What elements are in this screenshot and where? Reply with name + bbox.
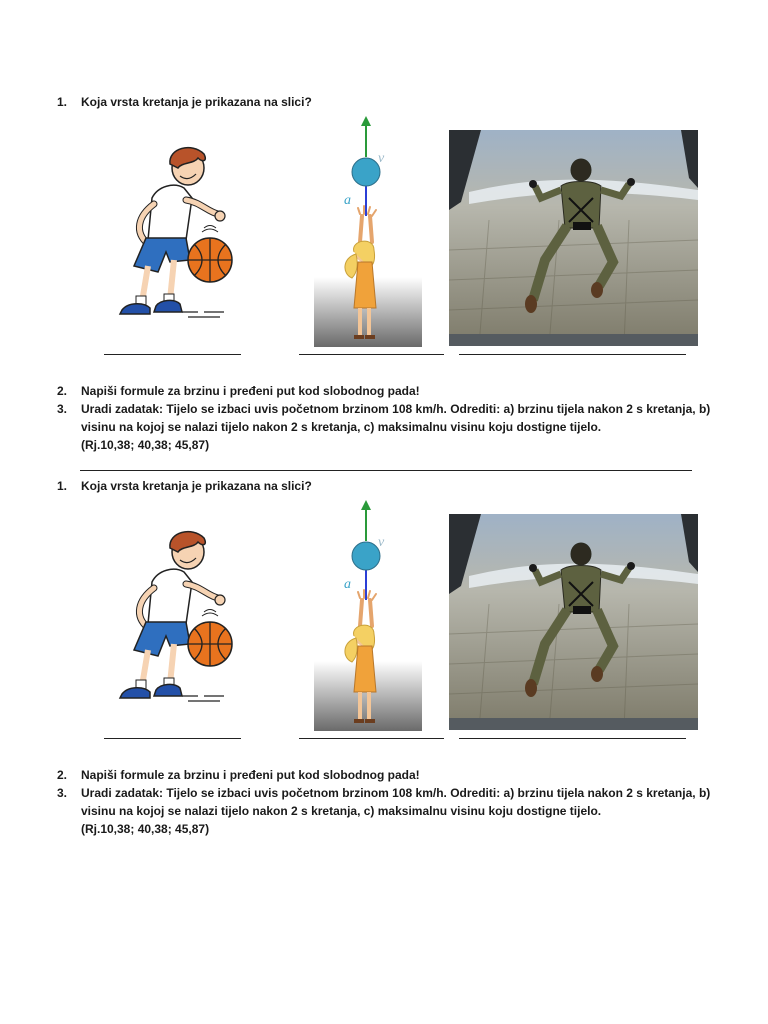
question-3 [57, 402, 710, 417]
question-2 [57, 768, 420, 783]
question-number: 3. [57, 786, 68, 800]
question-text: Koja vrsta kretanja je prikazana na slici? [81, 95, 312, 109]
answer-blank-2[interactable] [299, 738, 444, 740]
question-1 [57, 95, 312, 110]
acceleration-label: a [344, 577, 351, 592]
worksheet-block-1 [0, 92, 768, 472]
answer-blank-1[interactable] [104, 738, 241, 740]
boy-dribbling-basketball-icon [108, 142, 243, 324]
question-3-answer: (Rj.10,38; 40,38; 45,87) [81, 438, 210, 452]
question-3-answer: (Rj.10,38; 40,38; 45,87) [81, 822, 210, 836]
question-text: Napiši formule za brzinu i pređeni put kod slobodnog pada! [81, 768, 420, 782]
question-3-continued: visinu na kojoj se nalazi tijelo nakon 2 s kretanja, c) maksimalnu visinu koju dostigne tijelo. [81, 420, 602, 434]
answer-blank-1[interactable] [104, 354, 241, 356]
girl-throwing-ball-upward-icon [314, 496, 422, 731]
question-text: Koja vrsta kretanja je prikazana na slici? [81, 479, 312, 493]
question-text: Uradi zadatak: Tijelo se izbaci uvis početnom brzinom 108 km/h. Odrediti: a) brzinu tijela nakon 2 s kretanja, b) [81, 786, 711, 800]
question-text: Napiši formule za brzinu i pređeni put kod slobodnog pada! [81, 384, 420, 398]
section-divider [80, 470, 692, 471]
acceleration-label: a [344, 193, 351, 208]
answer-blank-2[interactable] [299, 354, 444, 356]
skydiver-photo [449, 514, 698, 730]
skydiver-photo [449, 130, 698, 346]
question-2 [57, 384, 420, 399]
answer-blank-3[interactable] [459, 738, 686, 740]
velocity-label: v [378, 151, 385, 166]
question-number: 2. [57, 768, 68, 782]
velocity-label: v [378, 535, 385, 550]
answer-blank-3[interactable] [459, 354, 686, 356]
question-text: Uradi zadatak: Tijelo se izbaci uvis početnom brzinom 108 km/h. Odrediti: a) brzinu tijela nakon 2 s kretanja, b) [81, 402, 711, 416]
question-3-continued: visinu na kojoj se nalazi tijelo nakon 2 s kretanja, c) maksimalnu visinu koju dostigne tijelo. [81, 804, 602, 818]
question-number: 1. [57, 95, 68, 109]
boy-dribbling-basketball-icon [108, 526, 243, 708]
question-1 [57, 479, 312, 494]
question-3 [57, 786, 710, 801]
question-number: 3. [57, 402, 68, 416]
question-number: 2. [57, 384, 68, 398]
girl-throwing-ball-upward-icon [314, 112, 422, 347]
question-number: 1. [57, 479, 68, 493]
worksheet-block-2 [0, 476, 768, 856]
